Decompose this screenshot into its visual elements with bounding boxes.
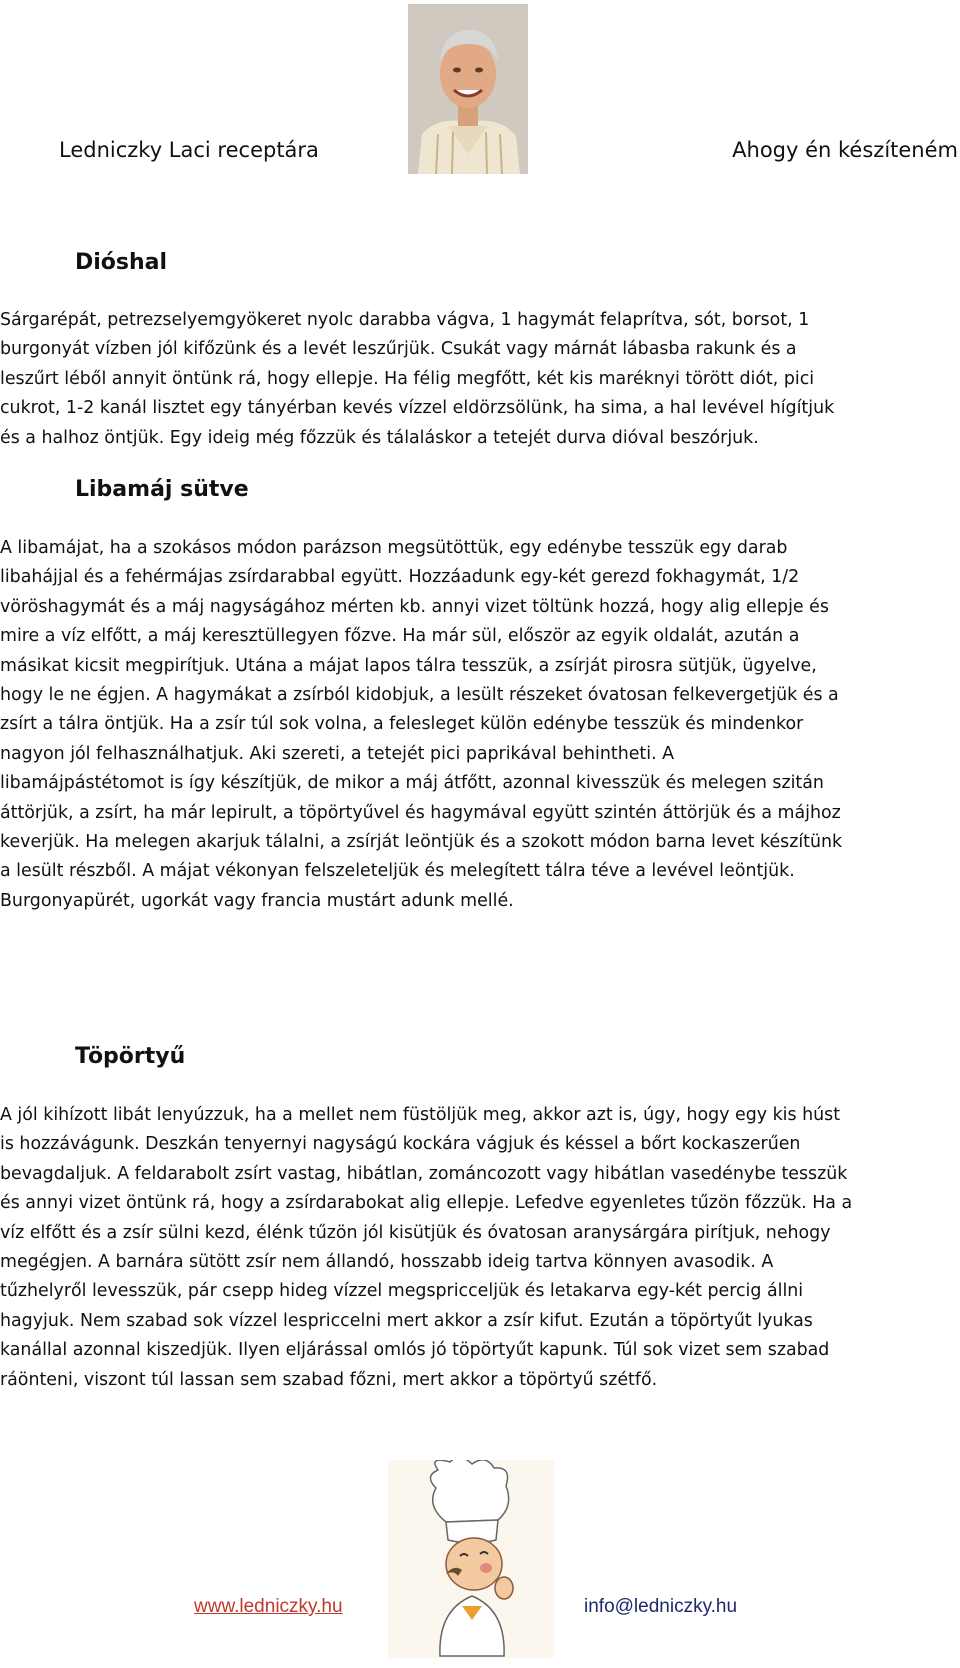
text-line: A jól kihízott libát lenyúzzuk, ha a mellet nem füstöljük meg, akkor azt is, úgy, hogy egy kis húst	[0, 1105, 841, 1125]
recipe-title-libamaj: Libamáj sütve	[75, 477, 249, 502]
text-line: bevagdaljuk. A feldarabolt zsírt vastag, hibátlan, zománcozott vagy hibátlan vasedénybe tesszük	[0, 1163, 848, 1184]
text-line: és annyi vizet öntünk rá, hogy a zsírdarabokat alig ellepje. Lefedve egyenletes tűzön főzzük. Ha a	[0, 1193, 853, 1214]
text-line: tűzhelyről levesszük, pár csepp hideg vízzel megspricceljük és letakarva egy-két percig állni	[0, 1281, 804, 1302]
recipe-title-toportyu: Töpörtyű	[75, 1044, 186, 1069]
header-subtitle: Ahogy én készíteném	[732, 138, 958, 162]
text-line: Burgonyapürét, ugorkát vagy francia mustárt adunk mellé.	[0, 890, 514, 911]
text-line: áttörjük, a zsírt, ha már lepirult, a töpörtyűvel és hagymával együtt szintén áttörjük és a májhoz	[0, 802, 841, 823]
text-line: hagyjuk. Nem szabad sok vízzel lespriccelni mert akkor a zsír kifut. Ezután a töpörtyűt lyukas	[0, 1310, 813, 1331]
text-line: libamájpástétomot is így készítjük, de mikor a máj átfőtt, azonnal kivesszük és melegen szitán	[0, 773, 824, 794]
chef-illustration	[388, 1460, 554, 1658]
text-line: hogy le ne égjen. A hagymákat a zsírból kidobjuk, a lesült részeket óvatosan felkevergetjük és a	[0, 685, 839, 706]
text-line: ráönteni, viszont túl lassan sem szabad főzni, mert akkor a töpörtyű szétfő.	[0, 1369, 658, 1390]
text-line: leszűrt léből annyit öntünk rá, hogy ellepje. Ha félig megfőtt, két kis maréknyi törött diót, pici	[0, 368, 815, 389]
email-link[interactable]: info@ledniczky.hu	[584, 1596, 738, 1617]
text-line: libahájjal és a fehérmájas zsírdarabbal együtt. Hozzáadunk egy-két gerezd fokhagymát, 1/2	[0, 567, 800, 588]
text-line: A libamájat, ha a szokásos módon parázson megsütöttük, egy edénybe tesszük egy darab	[0, 538, 788, 558]
recipe-text-toportyu	[0, 1101, 955, 1395]
text-line: másikat kicsit megpirítjuk. Utána a májat lapos tálra tesszük, a zsírját pirosra sütjük, ügyelve,	[0, 655, 817, 676]
text-line: víz elfőtt és a zsír sülni kezd, élénk tűzön jól kisütjük és óvatosan aranysárgára pirítjuk, nehogy	[0, 1222, 831, 1243]
text-line: zsírt a tálra öntjük. Ha a zsír túl sok volna, a felesleget külön edénybe tesszük és mindenkor	[0, 714, 804, 735]
text-line: és a halhoz öntjük. Egy ideig még főzzük és tálaláskor a tetejét durva dióval beszórjuk.	[0, 427, 759, 448]
text-line: a lesült részből. A májat vékonyan felszeleteljük és melegített tálra téve a levével leöntjük.	[0, 861, 795, 882]
text-line: megégjen. A barnára sütött zsír nem állandó, hosszabb ideig tartva könnyen avasodik. A	[0, 1252, 774, 1273]
text-line: burgonyát vízben jól kifőzünk és a levét leszűrjük. Csukát vagy márnát lábasba rakunk és a	[0, 339, 797, 360]
text-line: nagyon jól felhasználhatjuk. Aki szereti, a tetejét pici paprikával behintheti. A	[0, 743, 675, 764]
text-line: keverjük. Ha melegen akarjuk tálalni, a zsírját leöntjük és a szokott módon barna levet készítünk	[0, 832, 843, 853]
text-line: is hozzávágunk. Deszkán tenyernyi nagyságú kockára vágjuk és késsel a bőrt kockaszerűen	[0, 1134, 801, 1155]
header-title: Ledniczky Laci receptára	[59, 138, 319, 162]
text-line: mire a víz elfőtt, a máj keresztüllegyen főzve. Ha már sül, először az egyik oldalát, azután a	[0, 626, 800, 647]
text-line: Sárgarépát, petrezselyemgyökeret nyolc darabba vágva, 1 hagymát felaprítva, sót, borsot, 1	[0, 310, 810, 330]
recipe-text-libamaj	[0, 534, 955, 916]
author-portrait	[408, 4, 528, 174]
recipe-text-dioshal	[0, 306, 955, 453]
text-line: cukrot, 1-2 kanál lisztet egy tányérban kevés vízzel eldörzsölünk, ha sima, a hal levével hígítjuk	[0, 398, 835, 419]
recipe-title-dioshal: Dióshal	[75, 250, 168, 275]
text-line: kanállal azonnal kiszedjük. Ilyen eljárással omlós jó töpörtyűt kapunk. Túl sok vizet sem szabad	[0, 1340, 830, 1361]
text-line: vöröshagymát és a máj nagyságához mérten kb. annyi vizet töltünk hozzá, hogy alig ellepje és	[0, 596, 829, 617]
website-link[interactable]: www.ledniczky.hu	[194, 1596, 343, 1617]
